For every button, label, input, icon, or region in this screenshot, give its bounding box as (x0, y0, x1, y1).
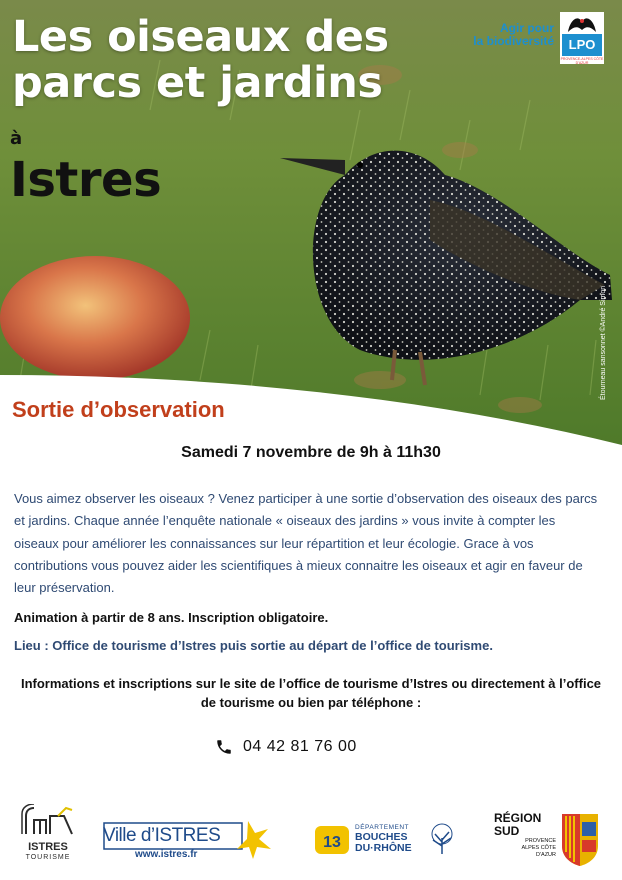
title-preposition: à (10, 128, 23, 149)
lpo-logo: LPO PROVENCE-ALPES CÔTE D'AZUR (560, 12, 604, 64)
event-description: Vous aimez observer les oiseaux ? Venez participer à une sortie d’observation des oiseaux des parcs et jardins. Chaque année l’enquête nationale « oiseaux des jardins » vous invite à compter les oiseaux pour améliorer les connaissances sur leur répartition et leur écologie. Grace à vos contributions vous pouvez aider les scientifiques à mieux connaitre les oiseaux et agir en faveur de leur préservation. (14, 491, 598, 596)
phone-icon (215, 738, 233, 756)
title-city: Istres (10, 152, 162, 208)
lpo-tagline: Agir pour la biodiversité (473, 21, 554, 48)
svg-text:13: 13 (323, 834, 341, 851)
region-sud-logo: RÉGION SUD PROVENCE ALPES CÔTE D'AZUR (494, 812, 604, 870)
ville-istres-logo: Ville d’ISTRES www.istres.fr (103, 815, 275, 865)
bird-wings-icon (560, 12, 604, 34)
apple (0, 256, 190, 380)
page-title: Les oiseaux des parcs et jardins (12, 12, 389, 108)
bouches-du-rhone-logo: 13 DÉPARTEMENT BOUCHES DU·RHÔNE (315, 820, 460, 860)
tree-icon (427, 822, 457, 856)
event-date: Samedi 7 novembre de 9h à 11h30 (181, 444, 441, 461)
istres-tourisme-icon (20, 804, 76, 840)
section-title: Sortie d’observation (12, 397, 225, 422)
phone-number[interactable]: 04 42 81 76 00 (243, 738, 357, 755)
region-coat-of-arms-icon (560, 812, 600, 866)
dept-13-icon (315, 824, 351, 858)
event-animation: Animation à partir de 8 ans. Inscription obligatoire. (14, 610, 329, 625)
event-location: Lieu : Office de tourisme d’Istres puis sortie au départ de l’office de tourisme. (14, 638, 493, 653)
istres-tourisme-logo: ISTRES TOURISME (20, 804, 76, 870)
photo-credit: Étourneau sansonnet ©André Simon (600, 285, 607, 400)
phone-contact[interactable] (215, 738, 357, 756)
event-info: Informations et inscriptions sur le site de l’office de tourisme d’Istres ou directement à l’office de tourisme ou bien par téléphone : (20, 676, 602, 710)
